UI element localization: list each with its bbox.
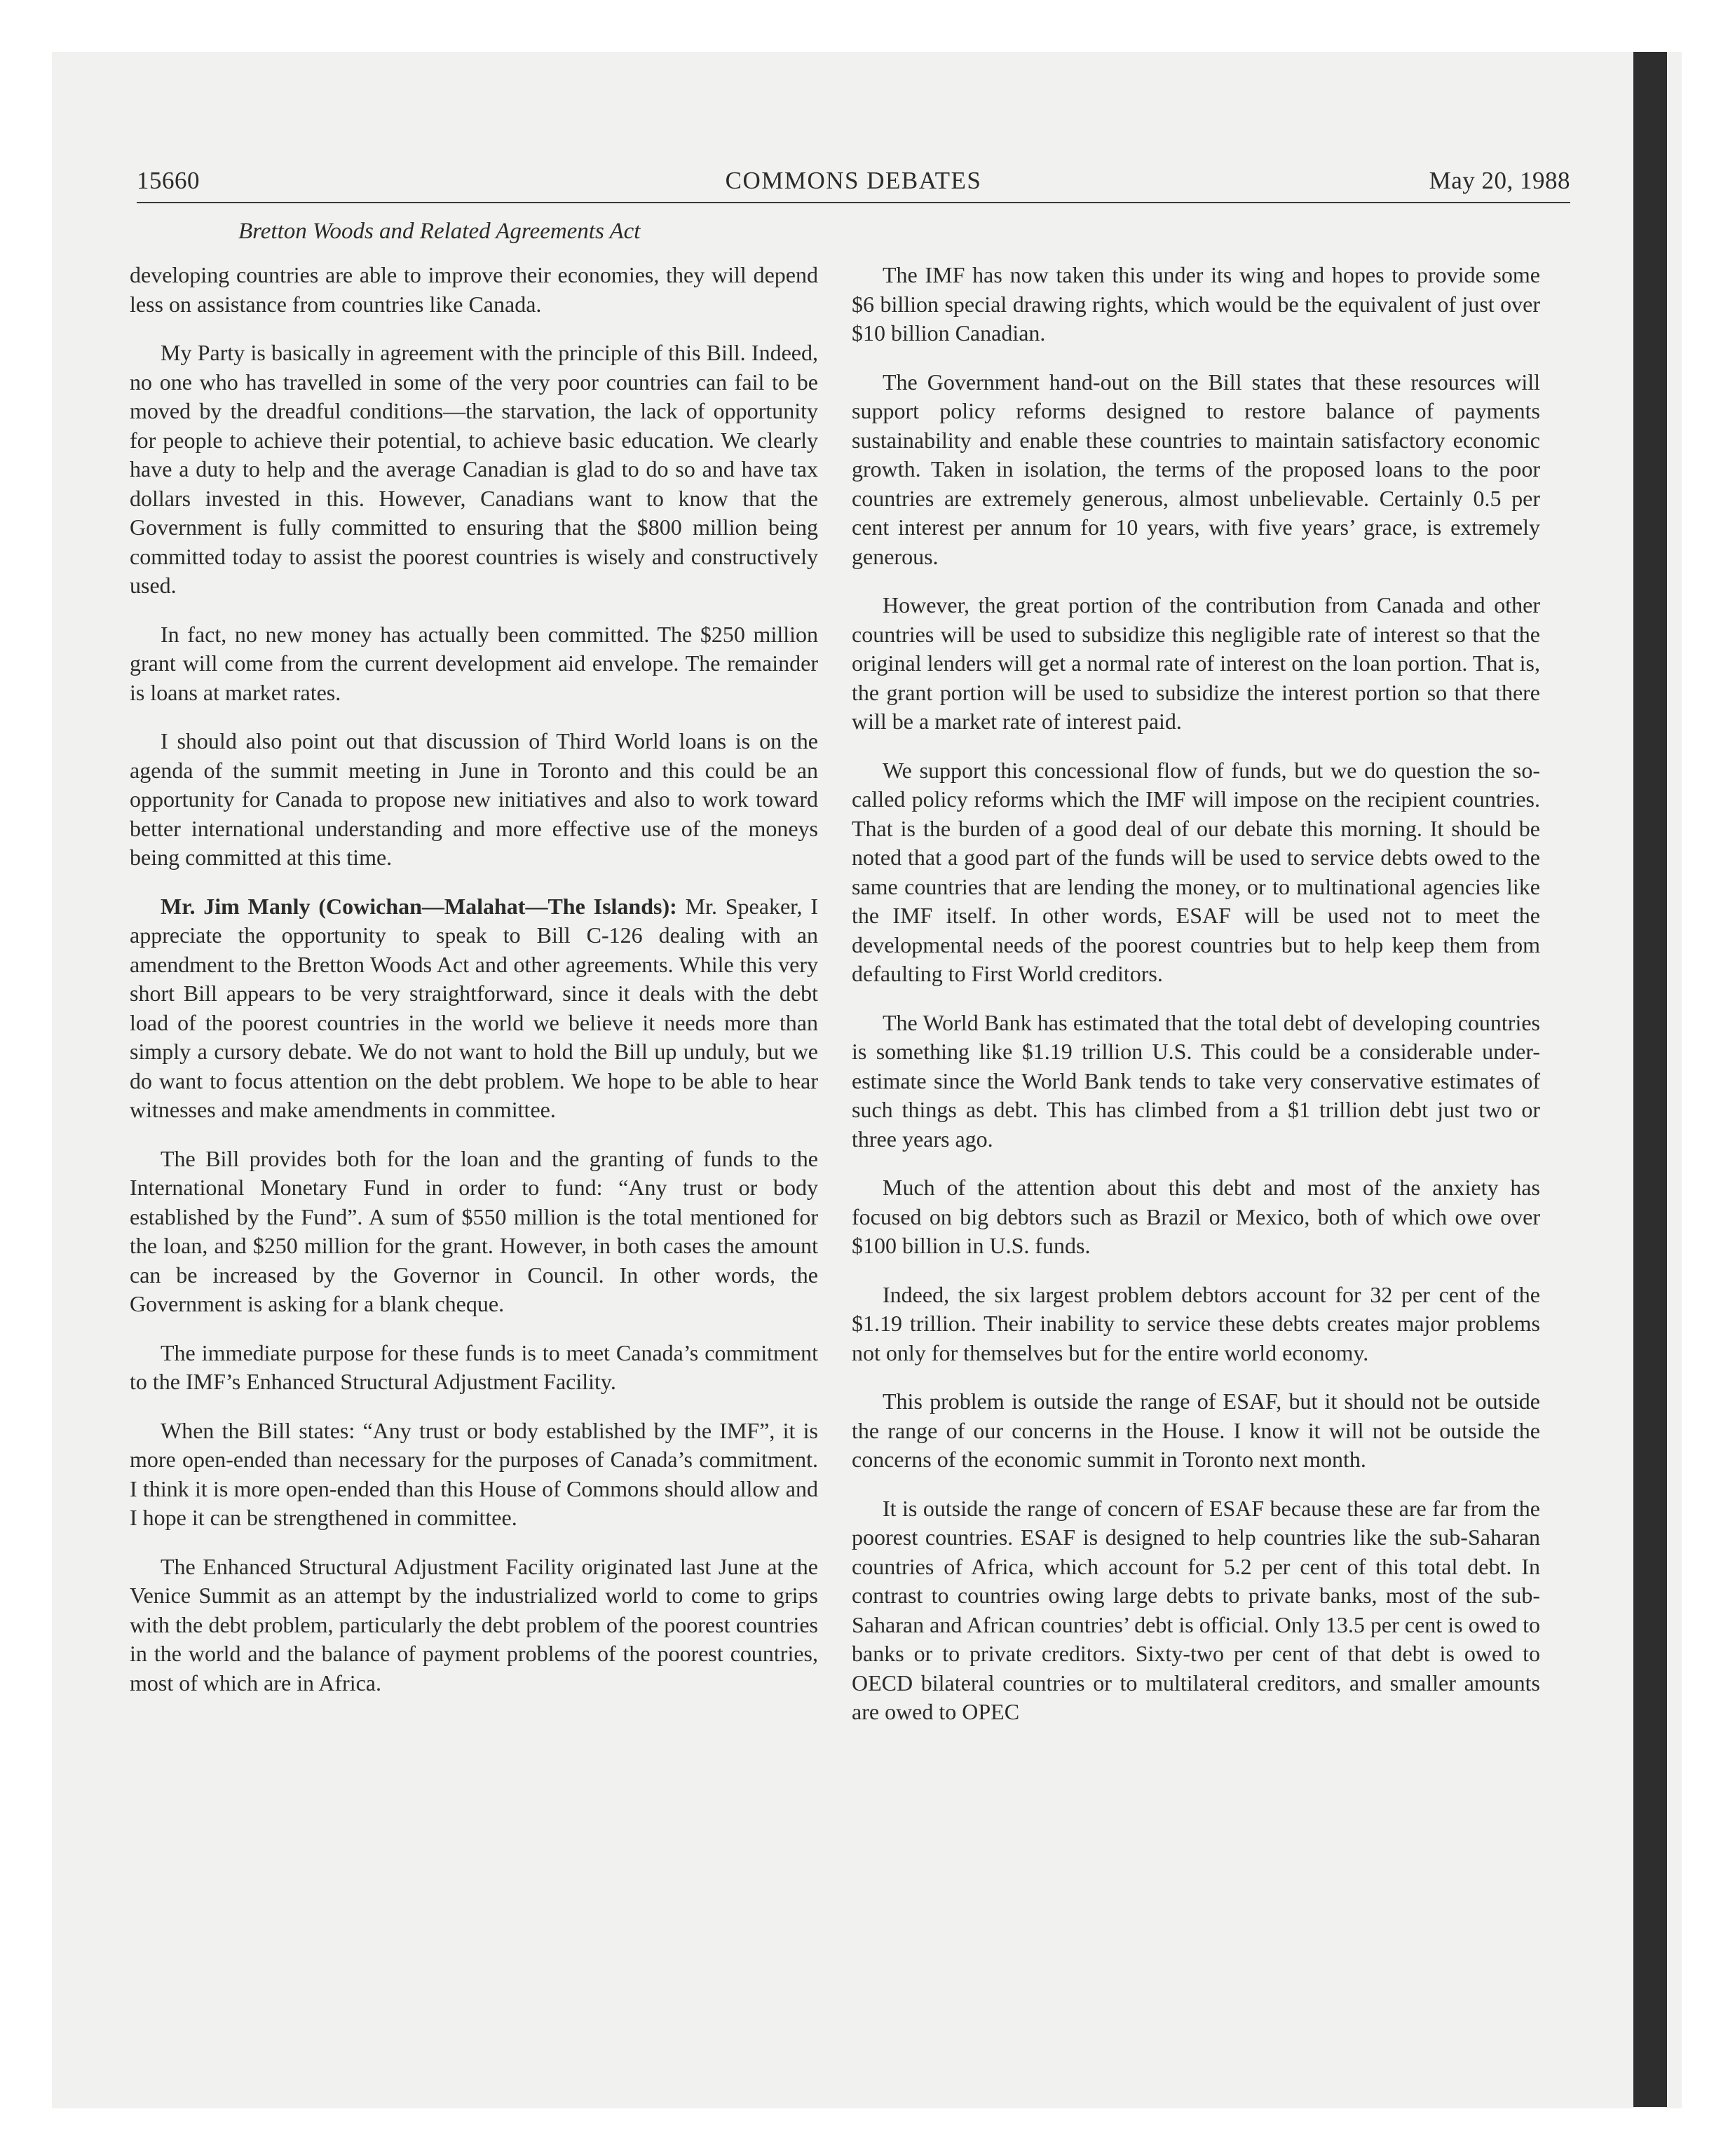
section-subhead: Bretton Woods and Related Agreements Act [238,219,641,244]
speaker-paragraph [130,892,818,1125]
paragraph: The IMF has now taken this under its wing and hopes to provide some $6 billion special drawing rights, which would be the equivalent of just over $10 billion Canadian. [852,262,1540,346]
page-number: 15660 [137,167,200,194]
paragraph: Much of the attention about this debt and most of the anxiety has focused on big debtors such as Brazil or Mexico, both of which owe over $100 billion in U.S. funds. [852,1175,1540,1258]
paragraph: Indeed, the six largest problem debtors account for 32 per cent of the $1.19 trillion. Their inability to service these debts creates major problems not only for themselves but for the entire world economy. [852,1281,1540,1365]
paragraph: In fact, no new money has actually been committed. The $250 million grant will come from the current development aid envelope. The remainder is loans at market rates. [130,621,818,705]
page-header [137,167,1570,200]
paragraph: The Government hand-out on the Bill states that these resources will support policy reforms designed to restore balance of payments sustainability and enable these countries to maintain satisfactory economic growth. Taken in isolation, the terms of the proposed loans to the poor countries are extremely generous, almost unbelievable. Certainly 0.5 per cent interest per annum for 10 years, with five years’ grace, is extremely generous. [852,369,1540,569]
header-rule [137,202,1570,203]
publication-title: COMMONS DEBATES [725,167,982,194]
left-column [130,261,818,1698]
paragraph: We support this concessional flow of funds, but we do question the so-called policy reforms which the IMF will impose on the recipient countries. That is the burden of a good deal of our debate this morning. It should be noted that a good part of the funds will be used to service debts owed to the same countries that are lending the money, or to multinational agencies like the IMF itself. In other words, ESAF will be used not to meet the developmental needs of the poorest countries but to help keep them from defaulting to First World creditors. [852,757,1540,986]
paragraph: I should also point out that discussion of Third World loans is on the agenda of the summit meeting in June in Toronto and this could be an opportunity for Canada to propose new initiatives and also to work toward better international understanding and more effective use of the moneys being committed at this time. [130,728,818,870]
paragraph: The Bill provides both for the loan and the granting of funds to the International Monetary Fund in order to fund: “Any trust or body established by the Fund”. A sum of $550 million is the total mentioned for the loan, and $250 million for the grant. However, in both cases the amount can be increased by the Governor in Council. In other words, the Government is asking for a blank cheque. [130,1145,818,1316]
right-column [852,261,1540,1727]
paragraph: However, the great portion of the contribution from Canada and other countries will be used to subsidize this negligible rate of interest so that the original lenders will get a normal rate of interest on the loan portion. That is, the grant portion will be used to subsidize the interest portion so that there will be a market rate of interest paid. [852,592,1540,734]
speech-text: Mr. Speaker, I appreciate the opportunity to speak to Bill C-126 dealing with an amendment to the Bretton Woods Act and other agreements. While this very short Bill appears to be very straightforward, since it deals with the debt load of the poorest countries in the world we believe it needs more than simply a cursory debate. We do not want to hold the Bill up unduly, but we do want to focus attention on the debt problem. We hope to be able to hear witnesses and make amendments in committee. [130,893,819,1122]
scan-edge-bar [1633,52,1667,2107]
paragraph: My Party is basically in agreement with the principle of this Bill. Indeed, no one who has travelled in some of the very poor countries can fail to be moved by the dreadful conditions—the starvation, the lack of opportunity for people to achieve their potential, to achieve basic education. We clearly have a duty to help and the average Canadian is glad to do so and have tax dollars invested in this. However, Canadians want to know that the Government is fully committed to ensuring that the $800 million being committed today to assist the poorest countries is wisely and constructively used. [130,340,818,598]
speaker-name: Mr. Jim Manly (Cowichan—Malahat—The Islands): [161,893,677,919]
paragraph: The World Bank has estimated that the total debt of developing countries is something like $1.19 trillion U.S. This could be a considerable under-estimate since the World Bank tends to take very conservative estimates of such things as debt. This has climbed from a $1 trillion debt just two or three years ago. [852,1009,1540,1152]
paragraph: developing countries are able to improve their economies, they will depend less on assistance from countries like Canada. [130,262,818,317]
paragraph: It is outside the range of concern of ESAF because these are far from the poorest countries. ESAF is designed to help countries like the sub-Saharan countries of Africa, which account for 5.2 per cent of this total debt. In contrast to countries owing large debts to private banks, most of the sub-Saharan and African countries’ debt is official. Only 13.5 per cent is owed to banks or to private creditors. Sixty-two per cent of that debt is owed to OECD bilateral countries or to multilateral creditors, and smaller amounts are owed to OPEC [852,1495,1540,1724]
publication-date: May 20, 1988 [1429,167,1570,194]
paragraph: The Enhanced Structural Adjustment Facility originated last June at the Venice Summit as an attempt by the industrialized world to come to grips with the debt problem, particularly the debt problem of the poorest countries in the world and the balance of payment problems of the poorest countries, most of which are in Africa. [130,1553,818,1696]
paragraph: When the Bill states: “Any trust or body established by the IMF”, it is more open-ended than necessary for the purposes of Canada’s commitment. I think it is more open-ended than this House of Commons should allow and I hope it can be strengthened in committee. [130,1417,818,1530]
paragraph: The immediate purpose for these funds is to meet Canada’s commitment to the IMF’s Enhanced Structural Adjustment Facility. [130,1339,818,1394]
paragraph: This problem is outside the range of ESAF, but it should not be outside the range of our concerns in the House. I know it will not be outside the concerns of the economic summit in Toronto next month. [852,1389,1540,1472]
